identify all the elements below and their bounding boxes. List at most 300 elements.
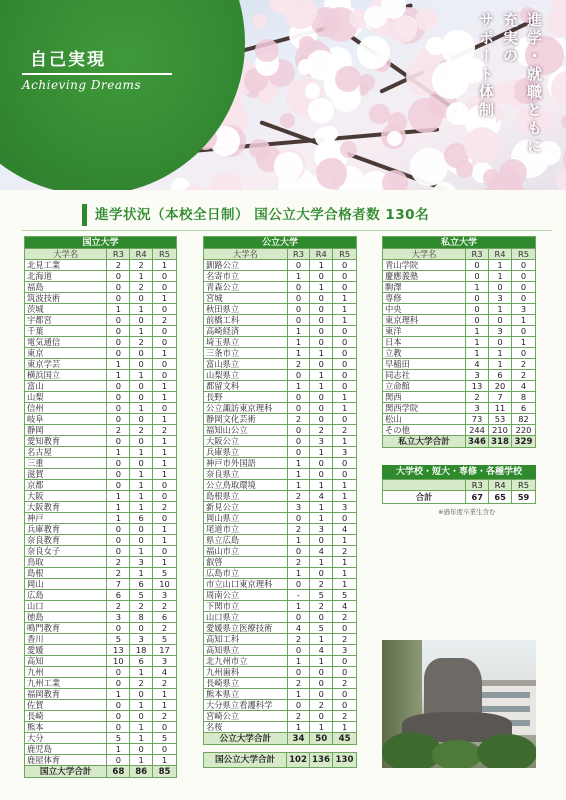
count-r3: 2 [107,425,130,436]
count-r4: 3 [310,524,333,535]
university-name: 専修 [383,293,466,304]
table-row [204,458,357,469]
count-r4: 1 [130,447,153,458]
count-r5: 2 [333,634,357,645]
count-r4: 0 [310,689,333,700]
count-r4: 0 [310,326,333,337]
count-r3: 0 [466,293,489,304]
table-row [25,513,177,524]
university-name: 電気通信 [25,337,107,348]
count-r4: 0 [310,403,333,414]
count-r5: 2 [153,623,177,634]
table-row [383,414,536,425]
count-r5: 2 [333,546,357,557]
university-name: 愛知教育 [25,436,107,447]
count-r3: 0 [287,403,310,414]
count-r3: 1 [107,359,130,370]
count-r4: 7 [489,392,512,403]
count-r4: 1 [489,359,512,370]
col-header-r3: R3 [466,480,489,491]
col-header-r4: R4 [489,480,512,491]
count-r4: 1 [130,755,153,766]
count-r5: 1 [333,304,357,315]
count-r5: 6 [153,612,177,623]
blossom-cluster [556,167,566,190]
university-name: 鹿屋体育 [25,755,107,766]
count-r5: 0 [333,260,357,271]
count-r4: 1 [489,304,512,315]
count-r4: 2 [130,425,153,436]
blossom-cluster [274,152,303,181]
table-row [204,491,357,502]
table-row [25,733,177,744]
count-r3: 0 [287,370,310,381]
count-r5: 0 [512,271,536,282]
table-row [383,260,536,271]
count-r3: 5 [107,733,130,744]
count-r4: 1 [130,469,153,480]
blossom-cluster [211,172,241,190]
university-name: 日本 [383,337,466,348]
table-row [204,293,357,304]
public-university-table [203,236,357,745]
count-r5: 220 [512,425,536,436]
table-row [25,711,177,722]
count-r4: 2 [310,700,333,711]
count-r4: 0 [310,568,333,579]
grand-total-table [203,752,357,768]
col-header-r3: R3 [107,249,130,260]
count-r4: 1 [310,381,333,392]
count-r3: 0 [287,667,310,678]
col-header-r5: R5 [153,249,177,260]
count-r3: 1 [466,337,489,348]
count-r5: 1 [153,436,177,447]
university-name: 九州工業 [25,678,107,689]
count-r5: 1 [153,458,177,469]
university-name: 福山市立 [204,546,288,557]
blossom-cluster [464,127,500,163]
table-row [383,337,536,348]
count-r3: 1 [287,480,310,491]
blossom-cluster [305,83,320,98]
count-r3: 0 [107,315,130,326]
university-name: 岐阜 [25,414,107,425]
university-name: 下関市立 [204,601,288,612]
count-r3: 0 [107,337,130,348]
table-row [25,447,177,458]
table-row [204,304,357,315]
count-r5: 4 [153,667,177,678]
count-r3: 1 [287,568,310,579]
slogan-line-2: 充実の [501,12,519,66]
count-r3: 5 [107,634,130,645]
count-r4: 0 [130,524,153,535]
count-r5: 1 [333,568,357,579]
count-r4: 0 [310,315,333,326]
count-r5: 0 [153,513,177,524]
count-r5: 1 [333,403,357,414]
count-r4: 2 [310,425,333,436]
table-row [25,436,177,447]
university-name: 熊本 [25,722,107,733]
count-r4: 0 [130,381,153,392]
count-r3: 0 [287,282,310,293]
university-name: 大阪 [25,491,107,502]
shrub [432,740,482,768]
university-name: 大阪公立 [204,436,288,447]
count-r5: 1 [153,689,177,700]
university-name: 富山 [25,381,107,392]
count-r4: 0 [310,392,333,403]
count-r3: 3 [466,403,489,414]
university-name: 大分県立看護科学 [204,700,288,711]
university-name: 東京理科 [383,315,466,326]
count-r5: 1 [153,293,177,304]
table-row [25,667,177,678]
count-r5: 0 [512,326,536,337]
university-name: 静岡文化芸術 [204,414,288,425]
count-r3: 1 [287,689,310,700]
page-subtitle: Achieving Dreams [22,78,142,92]
count-r4: 6 [130,513,153,524]
table-row [204,370,357,381]
university-name: 高知 [25,656,107,667]
count-r4: 1 [310,722,333,733]
university-name: 関西 [383,392,466,403]
count-r4: 1 [310,370,333,381]
count-r3: 2 [287,359,310,370]
table-row [204,359,357,370]
table-row [383,326,536,337]
table-row [204,722,357,733]
table-row [204,623,357,634]
table-row [25,337,177,348]
university-name: 宮城 [204,293,288,304]
count-r5: 1 [333,722,357,733]
count-r3: 1 [107,491,130,502]
count-r5: 1 [153,414,177,425]
count-r3: 2 [287,634,310,645]
count-r5: 1 [333,491,357,502]
count-r3: 0 [107,546,130,557]
university-name: 山梨 [25,392,107,403]
count-r5: 0 [153,326,177,337]
count-r5: 17 [153,645,177,656]
university-name: 名桜 [204,722,288,733]
blossom-cluster [415,8,438,31]
count-r3: 1 [287,535,310,546]
table-row [204,711,357,722]
count-r4: 3 [130,557,153,568]
count-r3: 0 [287,436,310,447]
university-name: 鹿児島 [25,744,107,755]
count-r4: 0 [130,623,153,634]
table-row [383,271,536,282]
vocational-total-r4: 65 [489,491,512,504]
count-r4: 0 [310,293,333,304]
count-r3: 1 [287,337,310,348]
university-name: 愛媛県立医療技術 [204,623,288,634]
table-row [204,579,357,590]
university-name: 長崎県立 [204,678,288,689]
university-name: 島根 [25,568,107,579]
count-r3: 2 [107,557,130,568]
count-r3: 2 [287,414,310,425]
school-monument-photo [382,640,536,768]
count-r5: 0 [153,546,177,557]
count-r3: 0 [466,304,489,315]
count-r3: 0 [287,392,310,403]
table-row [25,590,177,601]
count-r4: 0 [310,304,333,315]
university-name: 北見工業 [25,260,107,271]
count-r5: 2 [333,678,357,689]
count-r3: 0 [287,447,310,458]
count-r5: 2 [153,711,177,722]
blossom-cluster [446,102,469,125]
count-r4: 0 [310,359,333,370]
count-r4: 11 [489,403,512,414]
table-row [204,447,357,458]
blossom-cluster [258,89,273,104]
count-r5: 5 [153,568,177,579]
blossom-cluster [388,15,416,43]
count-r3: 2 [287,678,310,689]
university-name: 信州 [25,403,107,414]
university-name: 尾道市立 [204,524,288,535]
count-r4: 2 [310,601,333,612]
count-r5: 1 [333,480,357,491]
count-r3: 1 [466,282,489,293]
table-row [25,458,177,469]
count-r4: 0 [130,392,153,403]
table-row [204,557,357,568]
university-name: 三重 [25,458,107,469]
university-name: 熊本県立 [204,689,288,700]
university-name: 青山学院 [383,260,466,271]
count-r4: 1 [130,546,153,557]
vocational-school-box [382,465,536,504]
count-r4: 0 [489,315,512,326]
university-name: 佐賀 [25,700,107,711]
count-r3: 0 [107,623,130,634]
count-r3: 0 [287,513,310,524]
table-row [204,502,357,513]
table-row [383,370,536,381]
table-row [383,425,536,436]
university-name: 福岡教育 [25,689,107,700]
count-r3: 0 [466,260,489,271]
table-row [25,282,177,293]
table-row [204,436,357,447]
count-r5: 1 [153,700,177,711]
count-r5: 1 [333,293,357,304]
count-r4: 18 [130,645,153,656]
count-r3: 13 [107,645,130,656]
count-r5: 1 [153,469,177,480]
vocational-total-r3: 67 [466,491,489,504]
count-r4: 2 [130,282,153,293]
count-r5: 0 [333,623,357,634]
count-r3: 1 [287,656,310,667]
total-r5: 85 [153,766,177,778]
count-r5: 1 [153,535,177,546]
col-header-name: 大学名 [204,249,288,260]
count-r3: 0 [287,260,310,271]
total-r3: 68 [107,766,130,778]
total-r3: 34 [287,733,310,745]
count-r5: 5 [333,590,357,601]
blossom-cluster [364,6,387,29]
table-row [25,524,177,535]
count-r3: 0 [107,700,130,711]
count-r5: 1 [333,557,357,568]
count-r5: 0 [333,359,357,370]
count-r3: 0 [107,392,130,403]
university-name: 鳴門教育 [25,623,107,634]
count-r4: 53 [489,414,512,425]
count-r5: 0 [153,480,177,491]
count-r4: 2 [130,678,153,689]
table-row [25,480,177,491]
table-row [204,700,357,711]
count-r3: - [287,590,310,601]
table-row [25,623,177,634]
private-university-table [382,236,536,448]
count-r4: 0 [130,744,153,755]
table-row [25,645,177,656]
count-r5: 82 [512,414,536,425]
count-r5: 2 [153,425,177,436]
count-r5: 5 [153,733,177,744]
count-r3: 1 [287,458,310,469]
count-r4: 0 [130,458,153,469]
university-name: 高知工科 [204,634,288,645]
count-r4: 6 [489,370,512,381]
count-r3: 0 [466,271,489,282]
count-r5: 3 [333,447,357,458]
university-name: 三条市立 [204,348,288,359]
count-r5: 2 [333,711,357,722]
count-r5: 3 [512,304,536,315]
count-r4: 6 [130,579,153,590]
count-r4: 1 [130,326,153,337]
count-r5: 0 [512,260,536,271]
table-row [204,590,357,601]
count-r5: 0 [333,381,357,392]
table-row [25,425,177,436]
blossom-cluster [546,8,566,36]
count-r4: 1 [130,733,153,744]
count-r5: 3 [153,656,177,667]
university-name: 東京 [25,348,107,359]
count-r5: 0 [153,282,177,293]
table-row [25,304,177,315]
col-header-r5: R5 [333,249,357,260]
table-row [383,359,536,370]
count-r3: 0 [466,315,489,326]
count-r4: 0 [130,689,153,700]
university-name: 鳥取 [25,557,107,568]
university-name: 東洋 [383,326,466,337]
university-name: 兵庫県立 [204,447,288,458]
count-r5: 0 [153,370,177,381]
count-r3: 0 [107,524,130,535]
table-row [25,403,177,414]
table-row [25,755,177,766]
table-row [25,656,177,667]
table-row [25,315,177,326]
table-row [204,524,357,535]
university-name: 立命館 [383,381,466,392]
university-name: 高知県立 [204,645,288,656]
university-name: その他 [383,425,466,436]
count-r5: 0 [512,348,536,359]
count-r4: 1 [130,722,153,733]
table-row [204,414,357,425]
table-row [204,403,357,414]
count-r4: 1 [310,634,333,645]
university-name: 北九州市立 [204,656,288,667]
count-r4: 0 [310,337,333,348]
count-r3: 0 [107,293,130,304]
vocational-table [382,479,536,504]
section-divider [22,230,552,231]
university-name: 早稲田 [383,359,466,370]
university-name: 東京学芸 [25,359,107,370]
count-r5: 0 [333,469,357,480]
count-r4: 0 [310,271,333,282]
count-r3: 2 [287,491,310,502]
slogan-line-3: サポート体制 [477,12,495,120]
count-r5: 1 [512,337,536,348]
university-name: 奈良教育 [25,535,107,546]
count-r3: 0 [107,414,130,425]
count-r5: 4 [333,524,357,535]
count-r3: 2 [287,524,310,535]
count-r4: 0 [130,348,153,359]
count-r4: 0 [130,293,153,304]
blank-cell [383,480,466,491]
university-name: 横浜国立 [25,370,107,381]
table-row [25,579,177,590]
university-name: 駒澤 [383,282,466,293]
count-r5: 4 [333,601,357,612]
count-r5: 0 [153,359,177,370]
table-row [383,381,536,392]
count-r4: 1 [130,370,153,381]
count-r4: 1 [310,513,333,524]
university-name: 富山県立 [204,359,288,370]
count-r4: 1 [130,502,153,513]
count-r3: 2 [107,601,130,612]
table-row [204,260,357,271]
count-r3: 1 [466,348,489,359]
count-r4: 1 [130,304,153,315]
col-header-name: 大学名 [383,249,466,260]
col-header-r4: R4 [310,249,333,260]
table-row [25,678,177,689]
count-r5: 6 [512,403,536,414]
table-row [25,392,177,403]
table-row [204,425,357,436]
table-row [204,535,357,546]
count-r5: 0 [153,744,177,755]
table-row [204,612,357,623]
university-name: 長野 [204,392,288,403]
count-r4: 3 [489,293,512,304]
